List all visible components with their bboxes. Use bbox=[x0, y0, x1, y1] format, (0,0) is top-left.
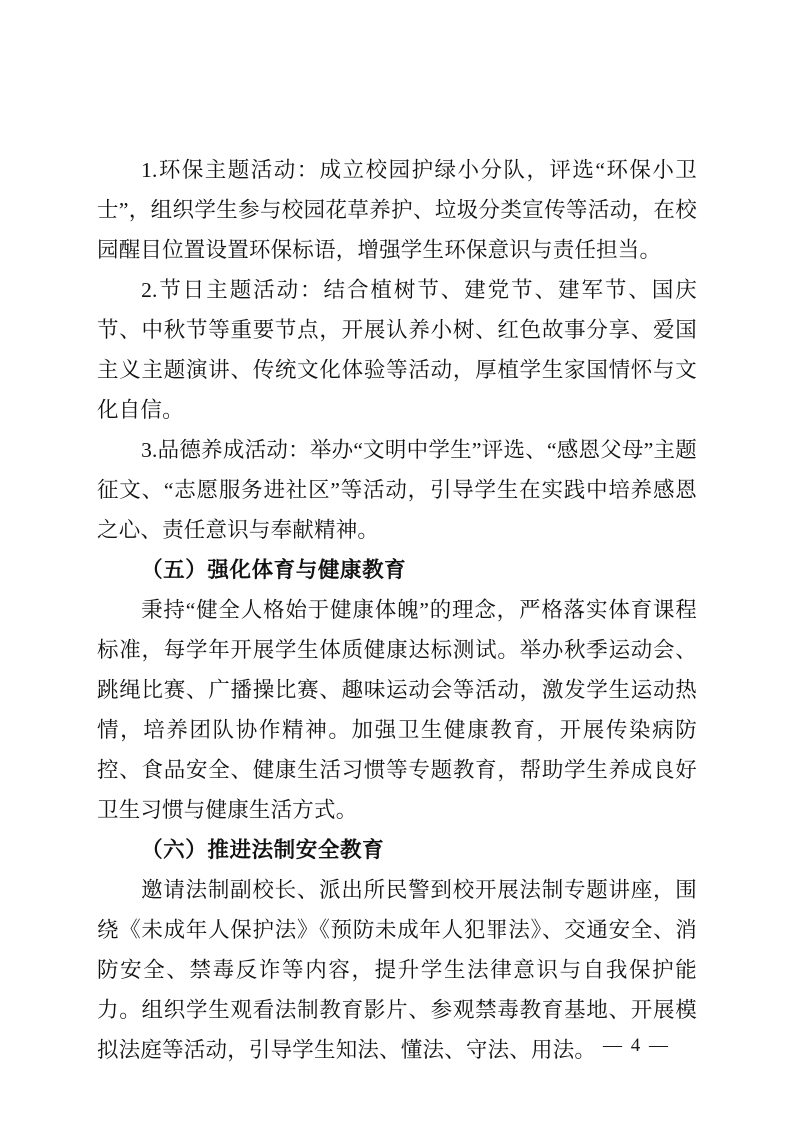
paragraph-env-theme-activity: 1.环保主题活动：成立校园护绿小分队，评选“环保小卫士”，组织学生参与校园花草养护、垃圾分类宣传等活动，在校园醒目位置设置环保标语，增强学生环保意识与责任担当。 bbox=[97, 158, 697, 262]
section-heading-six: （六）推进法制安全教育 bbox=[141, 838, 385, 862]
page-number: — 4 — bbox=[603, 1035, 670, 1056]
paragraph-legal-safety-education: 邀请法制副校长、派出所民警到校开展法制专题讲座，围绕《未成年人保护法》《预防未成年人犯罪法》、交通安全、消防安全、禁毒反诈等内容，提升学生法律意识与自我保护能力。组织学生观看法制教育影片、参观禁毒教育基地、开展模拟法庭等活动，引导学生知法、懂法、守法、用法。 bbox=[97, 878, 697, 1062]
paragraph-pe-health-education: 秉持“健全人格始于健康体魄”的理念，严格落实体育课程标准，每学年开展学生体质健康达标测试。举办秋季运动会、跳绳比赛、广播操比赛、趣味运动会等活动，激发学生运动热情，培养团队协作精神。加强卫生健康教育，开展传染病防控、食品安全、健康生活习惯等专题教育，帮助学生养成良好卫生习惯与健康生活方式。 bbox=[97, 598, 697, 822]
document-body bbox=[97, 150, 697, 1070]
paragraph-moral-cultivation-activity: 3.品德养成活动：举办“文明中学生”评选、“感恩父母”主题征文、“志愿服务进社区”等活动，引导学生在实践中培养感恩之心、责任意识与奉献精神。 bbox=[97, 438, 697, 542]
paragraph-festival-theme-activity: 2.节日主题活动：结合植树节、建党节、建军节、国庆节、中秋节等重要节点，开展认养小树、红色故事分享、爱国主义主题演讲、传统文化体验等活动，厚植学生家国情怀与文化自信。 bbox=[97, 278, 697, 422]
page-footer bbox=[0, 1035, 793, 1057]
section-heading-five: （五）强化体育与健康教育 bbox=[141, 558, 407, 582]
